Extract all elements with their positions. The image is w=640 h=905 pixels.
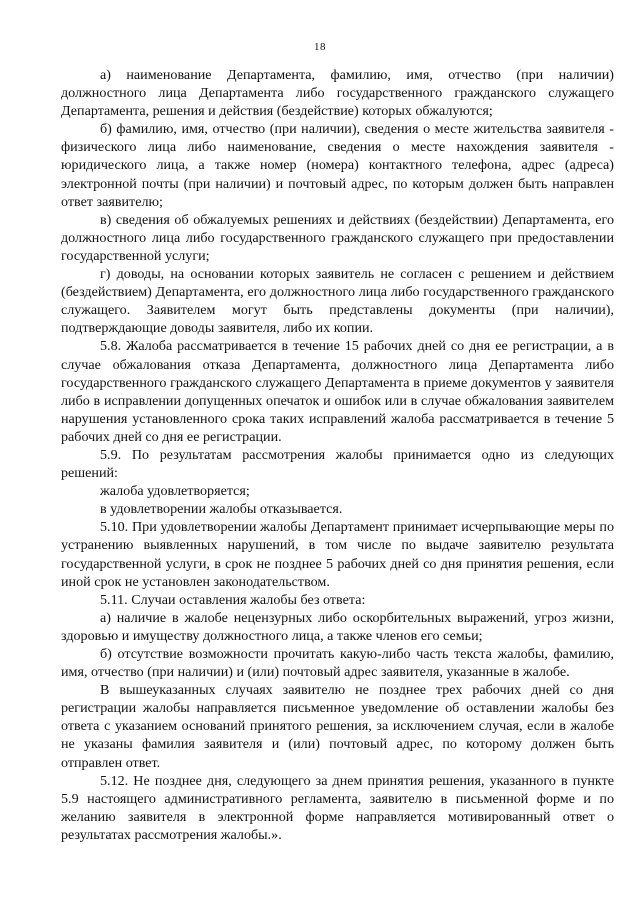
- paragraph-5-11: 5.11. Случаи оставления жалобы без ответа:: [100, 591, 366, 608]
- paragraph-item-g: г) доводы, на основании которых заявитель не согласен с решением и действием (бездействием) Департамента, его должностного лица либо государственного гражданского служащего. Заявителем могут быть представлены документы (при наличии), подтверждающие доводы заявителя, либо их копии.: [61, 266, 614, 337]
- paragraph-decision-satisfied: жалоба удовлетворяется;: [100, 483, 250, 500]
- paragraph-5-10: 5.10. При удовлетворении жалобы Департамент принимает исчерпывающие меры по устранению выявленных нарушений, в том числе по выдаче заявителю результата государственной услуги, в срок не позднее 5 рабочих дней со дня принятия решения, если иной срок не установлен законодательством.: [61, 519, 614, 590]
- document-body: [61, 66, 614, 844]
- page-number: 18: [314, 41, 326, 53]
- paragraph-item-a: а) наименование Департамента, фамилию, имя, отчество (при наличии) должностного лица Департамента либо государственного гражданского служащего Департамента, решения и действия (бездействие) которых обжалуются;: [61, 67, 614, 120]
- paragraph-5-12: 5.12. Не позднее дня, следующего за днем принятия решения, указанного в пункте 5.9 настоящего административного регламента, заявителю в письменной форме и по желанию заявителя в электронной форме направляется мотивированный ответ о результатах рассмотрения жалобы.».: [61, 772, 614, 843]
- paragraph-item-v: в) сведения об обжалуемых решениях и действиях (бездействии) Департамента, его должностного лица либо государственного гражданского служащего при предоставлении государственной услуги;: [61, 211, 614, 264]
- paragraph-5-11-a: а) наличие в жалобе нецензурных либо оскорбительных выражений, угроз жизни, здоровью и имуществу должностного лица, а также членов его семьи;: [61, 609, 614, 644]
- paragraph-no-answer-notice: В вышеуказанных случаях заявителю не позднее трех рабочих дней со дня регистрации жалобы направляется письменное уведомление об оставлении жалобы без ответа с указанием оснований принятого решения, за исключением случая, если в жалобе не указаны фамилия заявителя и (или) почтовый адрес, по которому должен быть отправлен ответ.: [61, 682, 614, 771]
- paragraph-5-11-b: б) отсутствие возможности прочитать какую-либо часть текста жалобы, фамилию, имя, отчество (при наличии) и (или) почтовый адрес заявителя, указанные в жалобе.: [61, 646, 614, 681]
- paragraph-5-9: 5.9. По результатам рассмотрения жалобы принимается одно из следующих решений:: [61, 446, 614, 482]
- paragraph-decision-rejected: в удовлетворении жалобы отказывается.: [100, 501, 343, 518]
- paragraph-5-8: 5.8. Жалоба рассматривается в течение 15 рабочих дней со дня ее регистрации, а в случае обжалования отказа Департамента, должностного лица Департамента либо государственного гражданского служащего Департамента в приеме документов у заявителя либо в исправлении допущенных опечаток и ошибок или в случае обжалования заявителем нарушения установленного срока таких исправлений жалоба рассматривается в течение 5 рабочих дней со дня ее регистрации.: [61, 338, 614, 445]
- paragraph-item-b: б) фамилию, имя, отчество (при наличии), сведения о месте жительства заявителя - физического лица либо наименование, сведения о месте нахождения заявителя - юридического лица, а также номер (номера) контактного телефона, адрес (адреса) электронной почты (при наличии) и почтовый адрес, по которым должен быть направлен ответ заявителю;: [61, 121, 614, 210]
